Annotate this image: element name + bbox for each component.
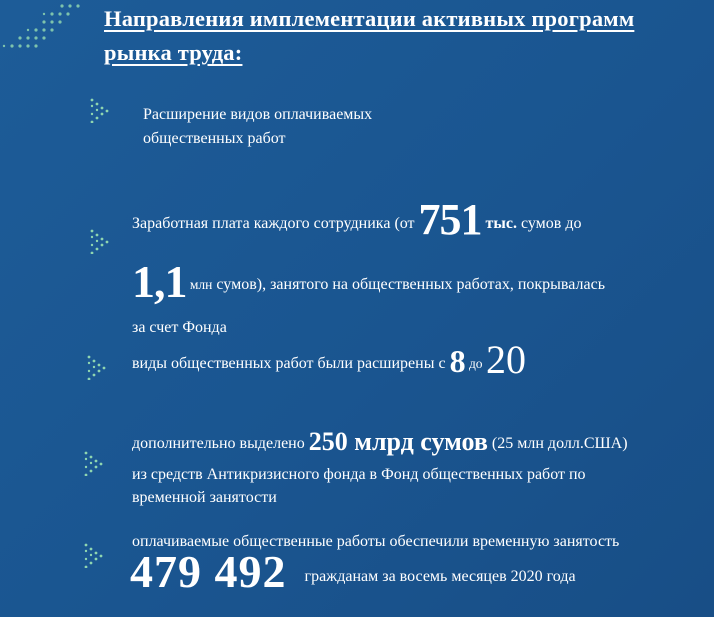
salary-unit-1: тыс. — [481, 215, 517, 232]
types-from: 8 — [449, 343, 466, 379]
salary-mid-2: сумов), занятого на общественных работах, покрывалась — [212, 276, 605, 293]
salary-line-2 — [132, 256, 605, 307]
chevron-right-icon — [82, 542, 108, 568]
page-title: Направления имплементации активных программ рынка труда: — [104, 6, 635, 65]
salary-pre: Заработная плата каждого сотрудника (от — [132, 215, 419, 232]
salary-line-3: за счет Фонда — [132, 319, 227, 336]
extra-amount: 250 млрд сумов — [308, 427, 488, 456]
intro-line-2: общественных работ — [143, 130, 286, 147]
extra-pre: дополнительно выделено — [132, 435, 309, 452]
chevron-right-icon — [88, 97, 114, 123]
extra-usd: (25 млн долл.США) — [487, 435, 628, 452]
chevron-right-icon — [82, 450, 108, 476]
salary-line-1 — [132, 195, 582, 244]
employment-line-2 — [130, 546, 576, 597]
intro-line-1: Расширение видов оплачиваемых — [143, 106, 373, 123]
salary-value-1-1: 1,1 — [132, 256, 187, 307]
salary-unit-2: млн — [186, 277, 213, 292]
extra-line-3: временной занятости — [132, 489, 277, 506]
types-pre: виды общественных работ были расширены с — [132, 355, 450, 372]
salary-mid-1: сумов до — [517, 215, 582, 232]
salary-value-751: 751 — [418, 195, 482, 244]
employment-line-1: оплачиваемые общественные работы обеспечили временную занятость — [132, 533, 620, 550]
chevron-right-icon — [88, 228, 114, 254]
types-to-word: до — [465, 356, 486, 371]
extra-line-2: из средств Антикризисного фонда в Фонд общественных работ по — [132, 466, 586, 483]
types-line — [132, 337, 526, 382]
chevron-right-icon — [85, 354, 111, 380]
types-to: 20 — [485, 337, 526, 382]
employment-suffix: гражданам за восемь месяцев 2020 года — [304, 568, 576, 585]
extra-line-1 — [132, 427, 628, 456]
employment-number: 479 492 — [130, 546, 287, 597]
decorative-dot-pattern — [0, 0, 100, 55]
